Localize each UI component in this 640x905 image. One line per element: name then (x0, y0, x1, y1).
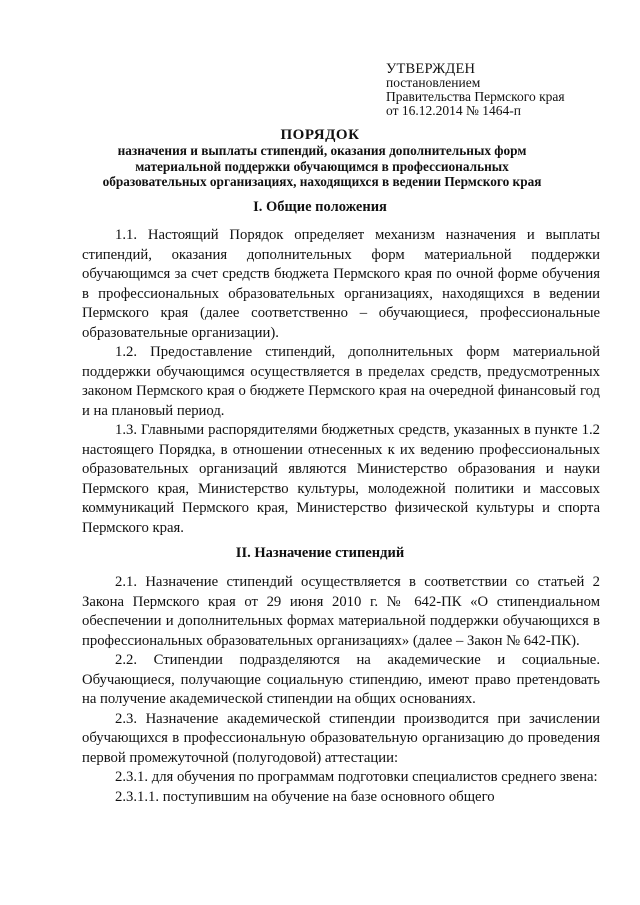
section-general-body (82, 226, 600, 538)
paragraph-2-1: 2.1. Назначение стипендий осуществляется в соответствии со статьей 2 Закона Пермского края от 29 июня 2010 г. № 642-ПК «О стипендиальном обеспечении и дополнительных формах материальной поддержки обучающихся в профессиональных образовательных организациях» (далее – Закон № 642-ПК). (82, 574, 600, 649)
paragraph-2-2: 2.2. Стипендии подразделяются на академические и социальные. Обучающиеся, получающие социальную стипендию, имеют право претендовать на получение академической стипендии на общих основаниях. (82, 652, 600, 707)
approval-stamp-line: Правительства Пермского края (386, 89, 565, 104)
paragraph-2-3: 2.3. Назначение академической стипендии производится при зачислении обучающихся в профессиональную образовательную организацию до проведения первой промежуточной (полугодовой) аттестации: (82, 710, 600, 766)
section-heading-general: I. Общие положения (253, 199, 387, 215)
approval-stamp-title: УТВЕРЖДЕН (386, 61, 476, 77)
paragraph-1-2: 1.2. Предоставление стипендий, дополнительных форм материальной поддержки обучающимся осуществляется в пределах средств, предусмотренных законом Пермского края о бюджете Пермского края на очередной финансовый год и на плановый период. (82, 344, 600, 419)
paragraph-2-3-1: 2.3.1. для обучения по программам подготовки специалистов среднего звена: (115, 769, 598, 785)
section-heading-scholarships: II. Назначение стипендий (235, 545, 405, 561)
section-scholarships-body (82, 573, 600, 807)
approval-stamp (386, 62, 565, 118)
paragraph-1-1: 1.1. Настоящий Порядок определяет механизм назначения и выплаты стипендий, оказания дополнительных форм материальной поддержки обучающимся за счет средств бюджета Пермского края по очной форме обучения в профессиональных образовательных организациях, находящихся в ведении Пермского края (далее соответственно – обучающиеся, профессиональные образовательные организации). (82, 227, 600, 341)
document-subtitle: назначения и выплаты стипендий, оказания дополнительных форм материальной поддержки обучающимся в профессиональных образовательных организациях, находящихся в ведении Пермского края (102, 143, 542, 189)
document-title: ПОРЯДОК (280, 127, 360, 143)
paragraph-1-3: 1.3. Главными распорядителями бюджетных средств, указанных в пункте 1.2 настоящего Порядка, в отношении отнесенных к их ведению профессиональных образовательных организаций являются Министерство образования и науки Пермского края, Министерство культуры, молодежной политики и массовых коммуникаций Пермского края, Министерство физической культуры и спорта Пермского края. (82, 422, 600, 536)
approval-stamp-date: от 16.12.2014 № 1464-п (386, 103, 521, 118)
approval-stamp-line: постановлением (386, 75, 481, 90)
paragraph-2-3-1-1: 2.3.1.1. поступившим на обучение на базе основного общего (115, 788, 495, 805)
